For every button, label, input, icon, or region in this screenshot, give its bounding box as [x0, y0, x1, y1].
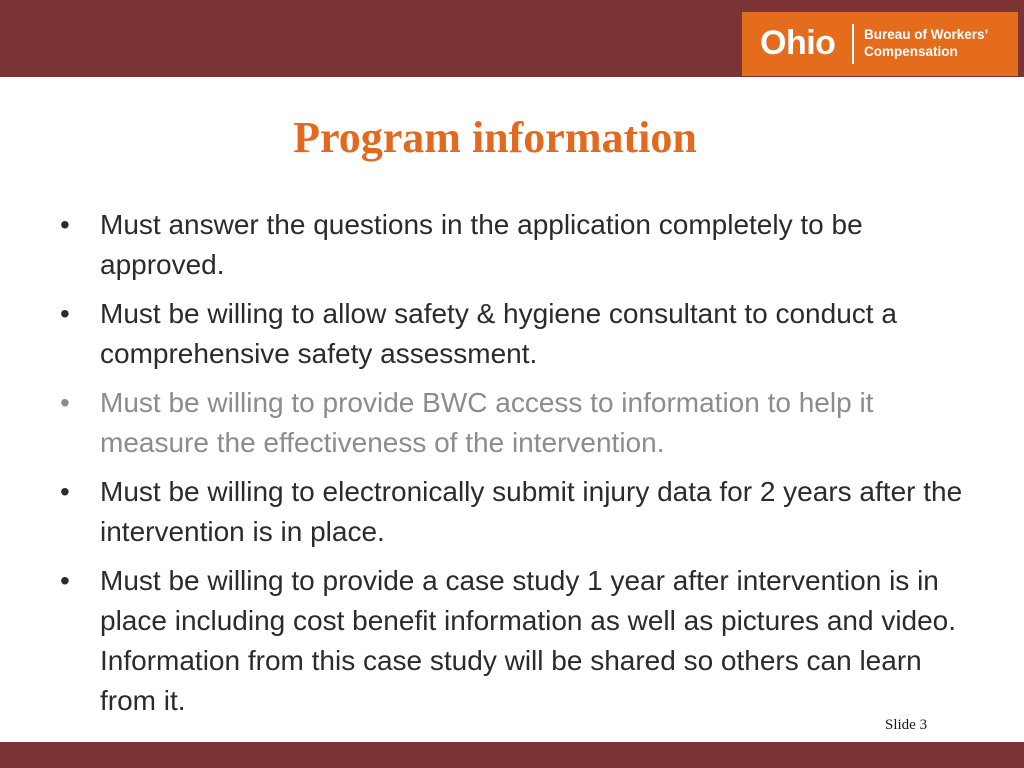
bullet-dot: • — [60, 476, 70, 507]
bullet-list — [56, 205, 966, 730]
bullet-dot: • — [60, 298, 70, 329]
logo-divider — [852, 24, 854, 64]
slide-number: Slide 3 — [885, 717, 928, 733]
logo-agency-name — [864, 26, 988, 60]
bullet-text: Must be willing to allow safety & hygiene consultant to conduct a comprehensive safety assessment. — [100, 298, 897, 369]
bullet-item — [56, 205, 966, 285]
bullet-item — [56, 472, 966, 552]
bullet-item — [56, 561, 966, 721]
logo-agency-line-1: Bureau of Workers’ — [864, 27, 989, 42]
logo-agency-line-2: Compensation — [864, 44, 958, 59]
bullet-item — [56, 383, 966, 463]
bullet-text: Must answer the questions in the application completely to be approved. — [100, 209, 863, 280]
logo-wordmark: Ohio — [760, 24, 836, 62]
bullet-item — [56, 294, 966, 374]
slide-title: Program information — [293, 113, 697, 162]
bullet-dot: • — [60, 387, 70, 418]
bullet-dot: • — [60, 565, 70, 596]
footer-band — [0, 742, 1024, 768]
bullet-text: Must be willing to provide BWC access to information to help it measure the effectiveness of the intervention. — [100, 387, 874, 458]
bullet-dot: • — [60, 209, 70, 240]
bullet-text: Must be willing to provide a case study 1 year after intervention is in place including cost benefit information as well as pictures and video. Information from this case study will be shared so others can learn from it. — [100, 565, 957, 716]
ohio-bwc-logo — [742, 12, 1018, 76]
bullet-text: Must be willing to electronically submit injury data for 2 years after the intervention is in place. — [100, 476, 963, 547]
